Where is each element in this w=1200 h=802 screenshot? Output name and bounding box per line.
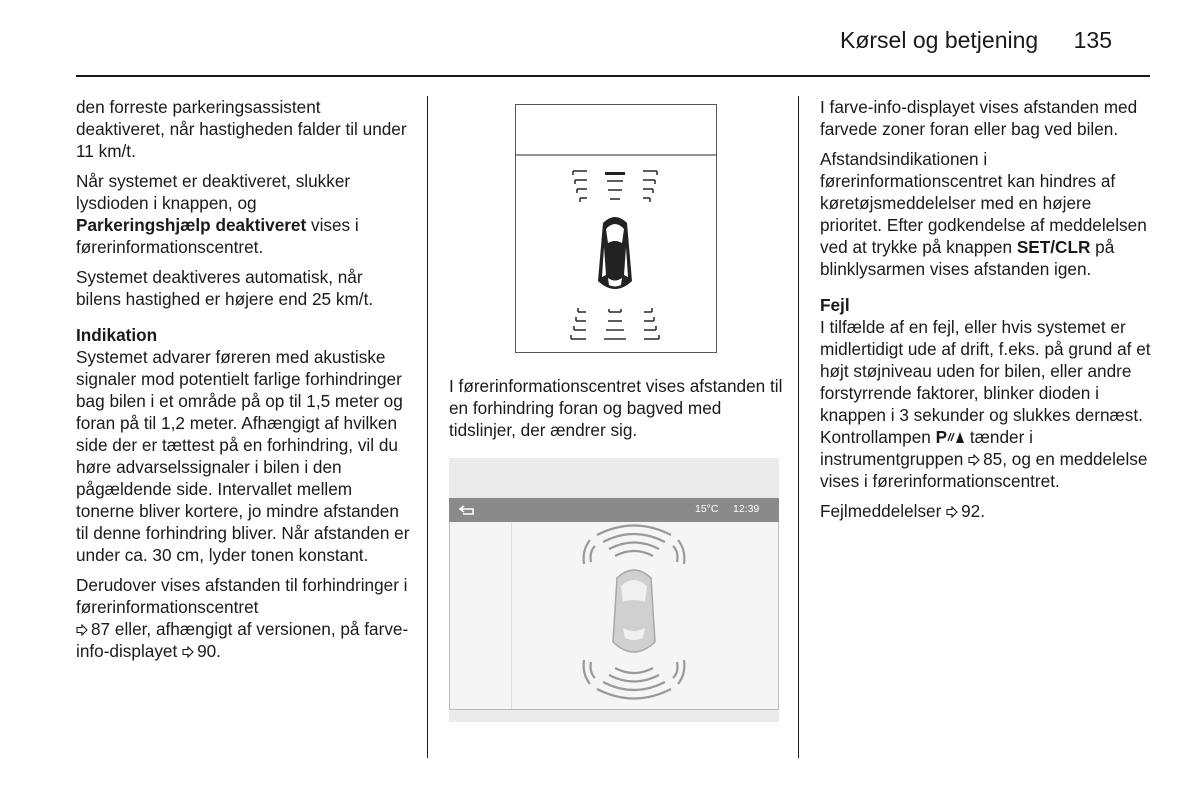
figure-colour-info-display xyxy=(449,458,779,722)
bold-text: SET/CLR xyxy=(1016,237,1091,257)
parking-assist-lamp-icon xyxy=(936,427,965,447)
column-left xyxy=(76,96,411,670)
paragraph xyxy=(820,500,1155,522)
car-top-view-icon xyxy=(613,570,655,652)
text: Derudover vises afstanden til forhindringer i førerinformationscentret xyxy=(76,575,408,617)
text: Fejlmeddelelser xyxy=(820,501,942,521)
lamp-letter: P xyxy=(935,427,948,447)
back-arrow-icon xyxy=(459,504,477,516)
column-divider xyxy=(798,96,799,758)
bold-text: Parkeringshjælp deaktiveret xyxy=(76,215,307,235)
section-heading: Fejl xyxy=(820,295,850,315)
car-top-view-icon xyxy=(598,217,632,289)
text: Afstandsindikationen i førerinformationscentret kan hindres af køretøjsmeddelelser med en højere prioritet. Efter godkendelse af meddelelsen ved at trykke på knappen xyxy=(820,149,1147,257)
header-rule xyxy=(76,75,1150,77)
clock-readout: 12:39 xyxy=(733,503,760,515)
text: på blinklysarmen vises afstanden igen. xyxy=(820,237,1115,279)
paragraph xyxy=(76,574,411,662)
parking-zones-graphic xyxy=(579,522,689,710)
section-heading: Indikation xyxy=(76,325,158,345)
page-number: 135 xyxy=(1073,27,1112,53)
display-status-bar xyxy=(449,498,779,522)
rear-zone-arcs xyxy=(584,660,685,699)
paragraph xyxy=(820,316,1155,492)
cross-reference-arrow-icon xyxy=(946,506,958,518)
section-title: Kørsel og betjening xyxy=(840,27,1039,53)
paragraph: Systemet deaktiveres automatisk, når bilens hastighed er højere end 25 km/t. xyxy=(76,267,374,309)
page-header xyxy=(840,27,1160,57)
temperature-readout: 15°C xyxy=(695,503,719,515)
paragraph: Systemet advarer føreren med akustiske signaler mod potentielt farlige forhindringer bag bilen i et område på op til 1,5 meter og foran på til 1,2 meter. Afhængigt af hvilken side der er tættest på en forhindring, vil du høre advarselssignaler i bilen i den pågældende side. Intervallet mellem tonerne bliver kortere, jo mindre afstanden til denne forhindring bliver. Når afstanden er under ca. 30 cm, lyder tonen konstant. xyxy=(76,347,410,565)
cross-reference-text: 92. xyxy=(961,501,986,521)
parking-sensor-diagram xyxy=(516,105,716,352)
paragraph xyxy=(820,148,1155,280)
paragraph: den forreste parkeringsassistent deaktiveret, når hastigheden falder til under 11 km/t. xyxy=(76,97,407,161)
cross-reference-text: 85, og en meddelelse vises i førerinformationscentret. xyxy=(820,449,1148,491)
cross-reference-arrow-icon xyxy=(182,646,194,658)
cross-reference-text: 90. xyxy=(197,641,221,661)
text: vises i førerinformationscentret. xyxy=(76,215,359,257)
screen-divider xyxy=(511,523,512,709)
cross-reference-arrow-icon xyxy=(968,454,980,466)
cross-reference-arrow-icon xyxy=(76,624,88,636)
front-distance-lines xyxy=(573,171,657,202)
paragraph: I farve-info-displayet vises afstanden med farvede zoner foran eller bag ved bilen. xyxy=(820,97,1138,139)
figure-driver-info-display xyxy=(515,104,717,353)
text: I tilfælde af en fejl, eller hvis systemet er midlertidigt ude af drift, f.eks. på grund af et højt støjniveau uden for bilen, eller andre forstyrrende faktorer, blinker dioden i knappen i 3 sekunder og slukkes dernæst. Kontrollampen xyxy=(820,317,1151,447)
column-right xyxy=(820,96,1155,530)
parking-assist-wave-glyph xyxy=(947,430,965,444)
text: tænder i instrumentgruppen xyxy=(820,427,1033,469)
figure-caption: I førerinformationscentret vises afstanden til en forhindring foran og bagved med tidslinjer, der ændrer sig. xyxy=(449,376,783,440)
front-zone-arcs xyxy=(584,526,685,565)
paragraph xyxy=(76,170,411,258)
cross-reference-text: 87 eller, afhængigt af versionen, på farve-info-displayet xyxy=(76,619,409,661)
column-divider xyxy=(427,96,428,758)
rear-distance-lines xyxy=(571,308,659,339)
text: Når systemet er deaktiveret, slukker lysdioden i knappen, og xyxy=(76,171,351,213)
